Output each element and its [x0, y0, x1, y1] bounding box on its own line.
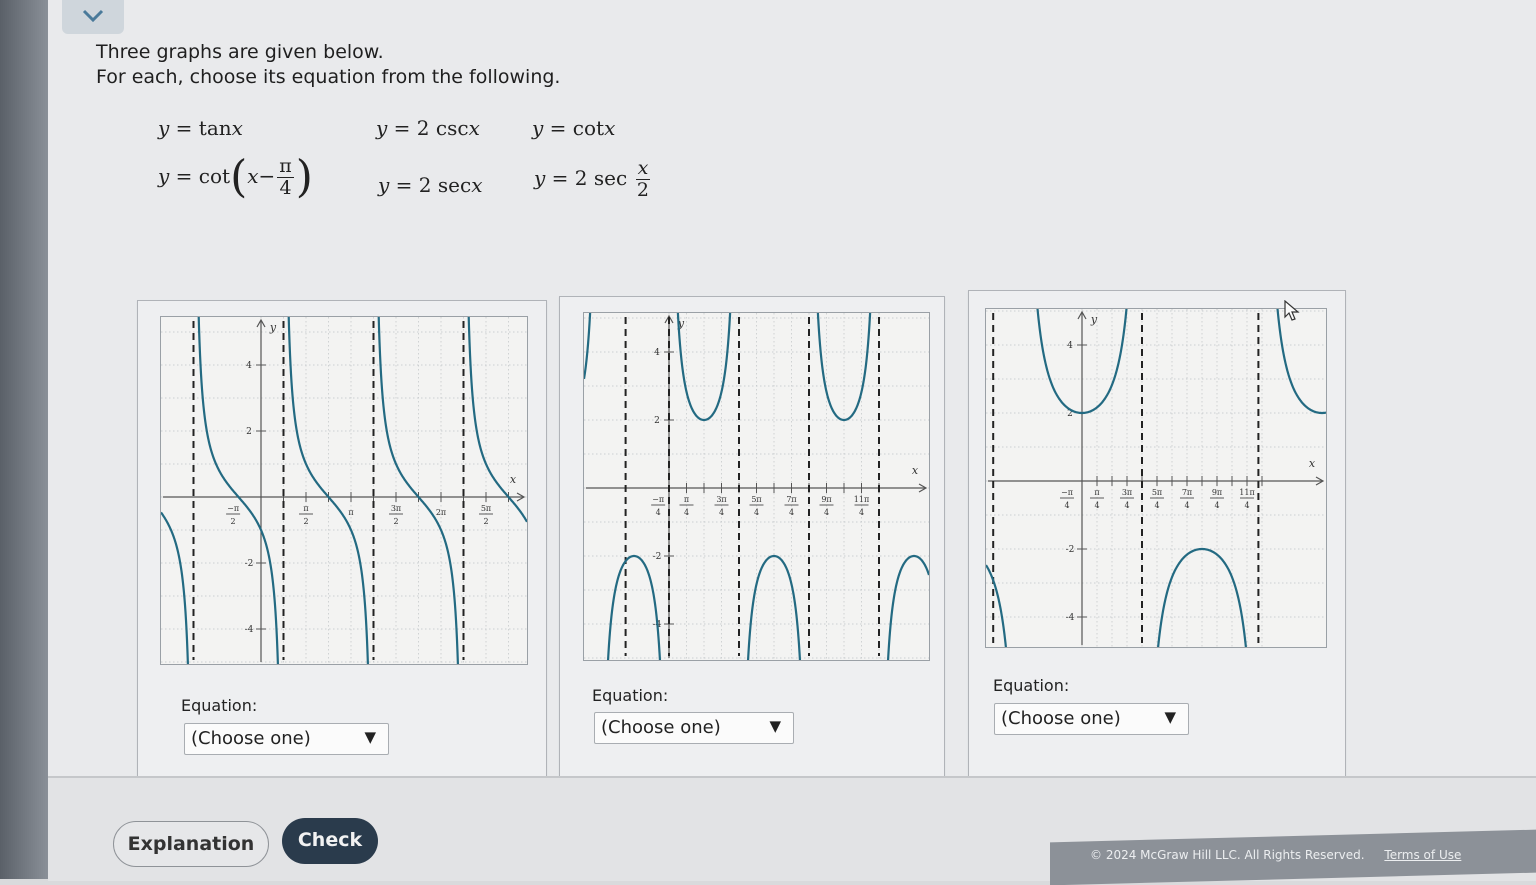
eq-minus: − — [258, 164, 276, 188]
frac-numerator: π — [279, 155, 292, 177]
x-axis-label: x — [1308, 457, 1316, 470]
x-tick-label: 4 — [823, 508, 830, 517]
eq-var-y: y — [376, 116, 388, 140]
equation-2sec-x — [378, 173, 482, 197]
equation-tan-x — [158, 116, 243, 140]
prompt-line-1: Three graphs are given below. — [96, 41, 384, 63]
graph-2-svg — [584, 313, 929, 660]
y-tick-label: -4 — [1065, 613, 1075, 623]
explanation-button[interactable]: Explanation — [113, 821, 269, 867]
equation-label-3: Equation: — [993, 676, 1070, 695]
eq-arg: x — [247, 164, 259, 188]
frac-numerator: x — [637, 157, 649, 179]
x-tick-label: 2 — [230, 517, 236, 526]
eq-equals: = — [175, 164, 193, 188]
x-tick-label: 5π — [480, 504, 492, 513]
y-tick-label: 2 — [654, 416, 660, 426]
question-prompt — [96, 40, 560, 90]
eq-func: sec — [593, 166, 628, 190]
x-tick-label: 3π — [1121, 488, 1133, 497]
x-tick-label: 7π — [1181, 488, 1193, 497]
curve-branch — [883, 556, 929, 660]
eq-var-y: y — [158, 164, 170, 188]
check-button[interactable]: Check — [282, 818, 378, 864]
graph-3-plot — [985, 308, 1327, 648]
curve-branch — [466, 317, 527, 522]
y-tick-label: -4 — [652, 620, 662, 630]
x-tick-label: 4 — [1094, 501, 1100, 510]
select-value-2: (Choose one) — [601, 717, 721, 738]
curve-branch — [161, 512, 191, 664]
prompt-line-2: For each, choose its equation from the following. — [96, 66, 561, 88]
x-tick-label: π — [683, 495, 690, 504]
x-tick-label: 7π — [786, 495, 797, 504]
x-tick-label: 2 — [483, 517, 489, 526]
curve-branch — [743, 556, 805, 660]
y-tick-label: 4 — [1067, 341, 1073, 351]
equation-label-2: Equation: — [592, 686, 669, 705]
mouse-cursor-icon — [1284, 300, 1300, 322]
eq-equals: = — [393, 116, 411, 140]
y-tick-label: -4 — [244, 625, 254, 635]
curve-branch — [603, 556, 665, 660]
x-tick-label: 11π — [1239, 488, 1255, 497]
dropdown-arrow-icon: ▼ — [364, 728, 376, 746]
eq-arg: x — [471, 173, 483, 197]
x-axis-label: x — [509, 473, 517, 486]
x-tick-label: 5π — [1151, 488, 1163, 497]
dropdown-arrow-icon: ▼ — [769, 717, 781, 735]
eq-func: cot — [572, 116, 605, 140]
y-tick-label: 2 — [246, 427, 252, 437]
eq-func: tan — [198, 116, 232, 140]
equation-select-1[interactable] — [184, 723, 389, 755]
eq-arg: x — [468, 116, 480, 140]
select-value-1: (Choose one) — [191, 728, 311, 749]
x-tick-label: 2 — [393, 517, 399, 526]
x-tick-label: 4 — [1184, 501, 1190, 510]
equation-select-3[interactable] — [994, 703, 1189, 735]
y-tick-label: -2 — [244, 559, 254, 569]
y-tick-label: 4 — [246, 361, 252, 371]
equation-2csc-x — [376, 116, 480, 140]
x-tick-label: π — [303, 504, 309, 513]
y-axis-label: y — [1090, 313, 1098, 326]
y-tick-label: -2 — [1065, 545, 1075, 555]
x-axis-label: x — [911, 464, 919, 477]
x-tick-label: 4 — [1124, 501, 1130, 510]
x-tick-label: 5π — [751, 495, 762, 504]
chevron-down-icon — [81, 8, 105, 24]
x-tick-label: 4 — [1154, 501, 1160, 510]
eq-equals: = — [551, 166, 569, 190]
eq-var-y: y — [378, 173, 390, 197]
graph-2-plot — [583, 312, 930, 661]
terms-of-use-link[interactable]: Terms of Use — [1384, 848, 1462, 862]
curve-branch — [986, 565, 1016, 647]
eq-equals: = — [175, 116, 193, 140]
curve-branch — [1269, 309, 1327, 413]
eq-var-y: y — [158, 116, 170, 140]
eq-equals: = — [395, 173, 413, 197]
curve-branch — [584, 313, 595, 379]
x-tick-label: 9π — [821, 495, 832, 504]
x-tick-label: 9π — [1211, 488, 1223, 497]
x-tick-label: 4 — [1064, 501, 1070, 510]
copyright-text: © 2024 McGraw Hill LLC. All Rights Reserved. — [1090, 848, 1365, 862]
equation-select-2[interactable] — [594, 712, 794, 744]
eq-func: csc — [435, 116, 469, 140]
y-axis-label: y — [269, 321, 277, 334]
equation-label-1: Equation: — [181, 696, 258, 715]
x-tick-label: −π — [1061, 488, 1073, 497]
y-tick-label: -2 — [652, 552, 662, 562]
eq-func: sec — [437, 173, 472, 197]
x-tick-label: 4 — [718, 508, 725, 517]
eq-fraction — [636, 158, 651, 201]
x-tick-label: 4 — [1214, 501, 1220, 510]
graph-1-svg — [161, 317, 527, 664]
graph-1-plot — [160, 316, 528, 665]
eq-func: cot — [198, 164, 231, 188]
select-value-3: (Choose one) — [1001, 708, 1121, 729]
x-tick-label: 4 — [753, 508, 760, 517]
eq-arg: x — [231, 116, 243, 140]
x-tick-label: −π — [227, 504, 240, 513]
x-tick-label: 4 — [655, 508, 661, 517]
x-tick-label: 2 — [303, 517, 309, 526]
equation-2sec-half-x — [534, 158, 652, 201]
eq-coef: 2 — [416, 116, 430, 140]
x-tick-label: 3π — [390, 504, 402, 513]
curve-branch — [196, 317, 281, 664]
eq-coef: 2 — [418, 173, 432, 197]
collapse-toggle[interactable] — [62, 0, 124, 34]
dropdown-arrow-icon: ▼ — [1164, 708, 1176, 726]
x-tick-label: 4 — [788, 508, 795, 517]
footer — [1090, 848, 1461, 862]
frac-denominator: 2 — [636, 179, 649, 201]
eq-var-y: y — [532, 116, 544, 140]
equation-cot-shift — [158, 151, 313, 203]
eq-var-y: y — [534, 166, 546, 190]
eq-equals: = — [549, 116, 567, 140]
frac-denominator: 4 — [279, 177, 292, 199]
equation-cot-x — [532, 116, 615, 140]
x-tick-label: 4 — [683, 508, 690, 517]
x-tick-label: π — [1094, 488, 1100, 497]
left-edge-strip — [0, 0, 48, 879]
x-tick-label: 4 — [858, 508, 865, 517]
open-paren: ( — [230, 151, 248, 203]
eq-arg: x — [604, 116, 616, 140]
eq-fraction — [277, 156, 294, 199]
close-paren: ) — [295, 151, 313, 203]
x-tick-label: −π — [652, 495, 665, 504]
y-tick-label: 2 — [1067, 409, 1073, 419]
x-tick-label: 4 — [1244, 501, 1250, 510]
eq-coef: 2 — [574, 166, 588, 190]
x-tick-label: 11π — [853, 495, 870, 504]
graph-3-svg — [986, 309, 1326, 647]
x-tick-label: π — [348, 508, 354, 517]
y-axis-label: y — [677, 317, 685, 330]
x-tick-label: 3π — [716, 495, 727, 504]
y-tick-label: 4 — [654, 348, 660, 358]
x-tick-label: 2π — [435, 508, 447, 517]
